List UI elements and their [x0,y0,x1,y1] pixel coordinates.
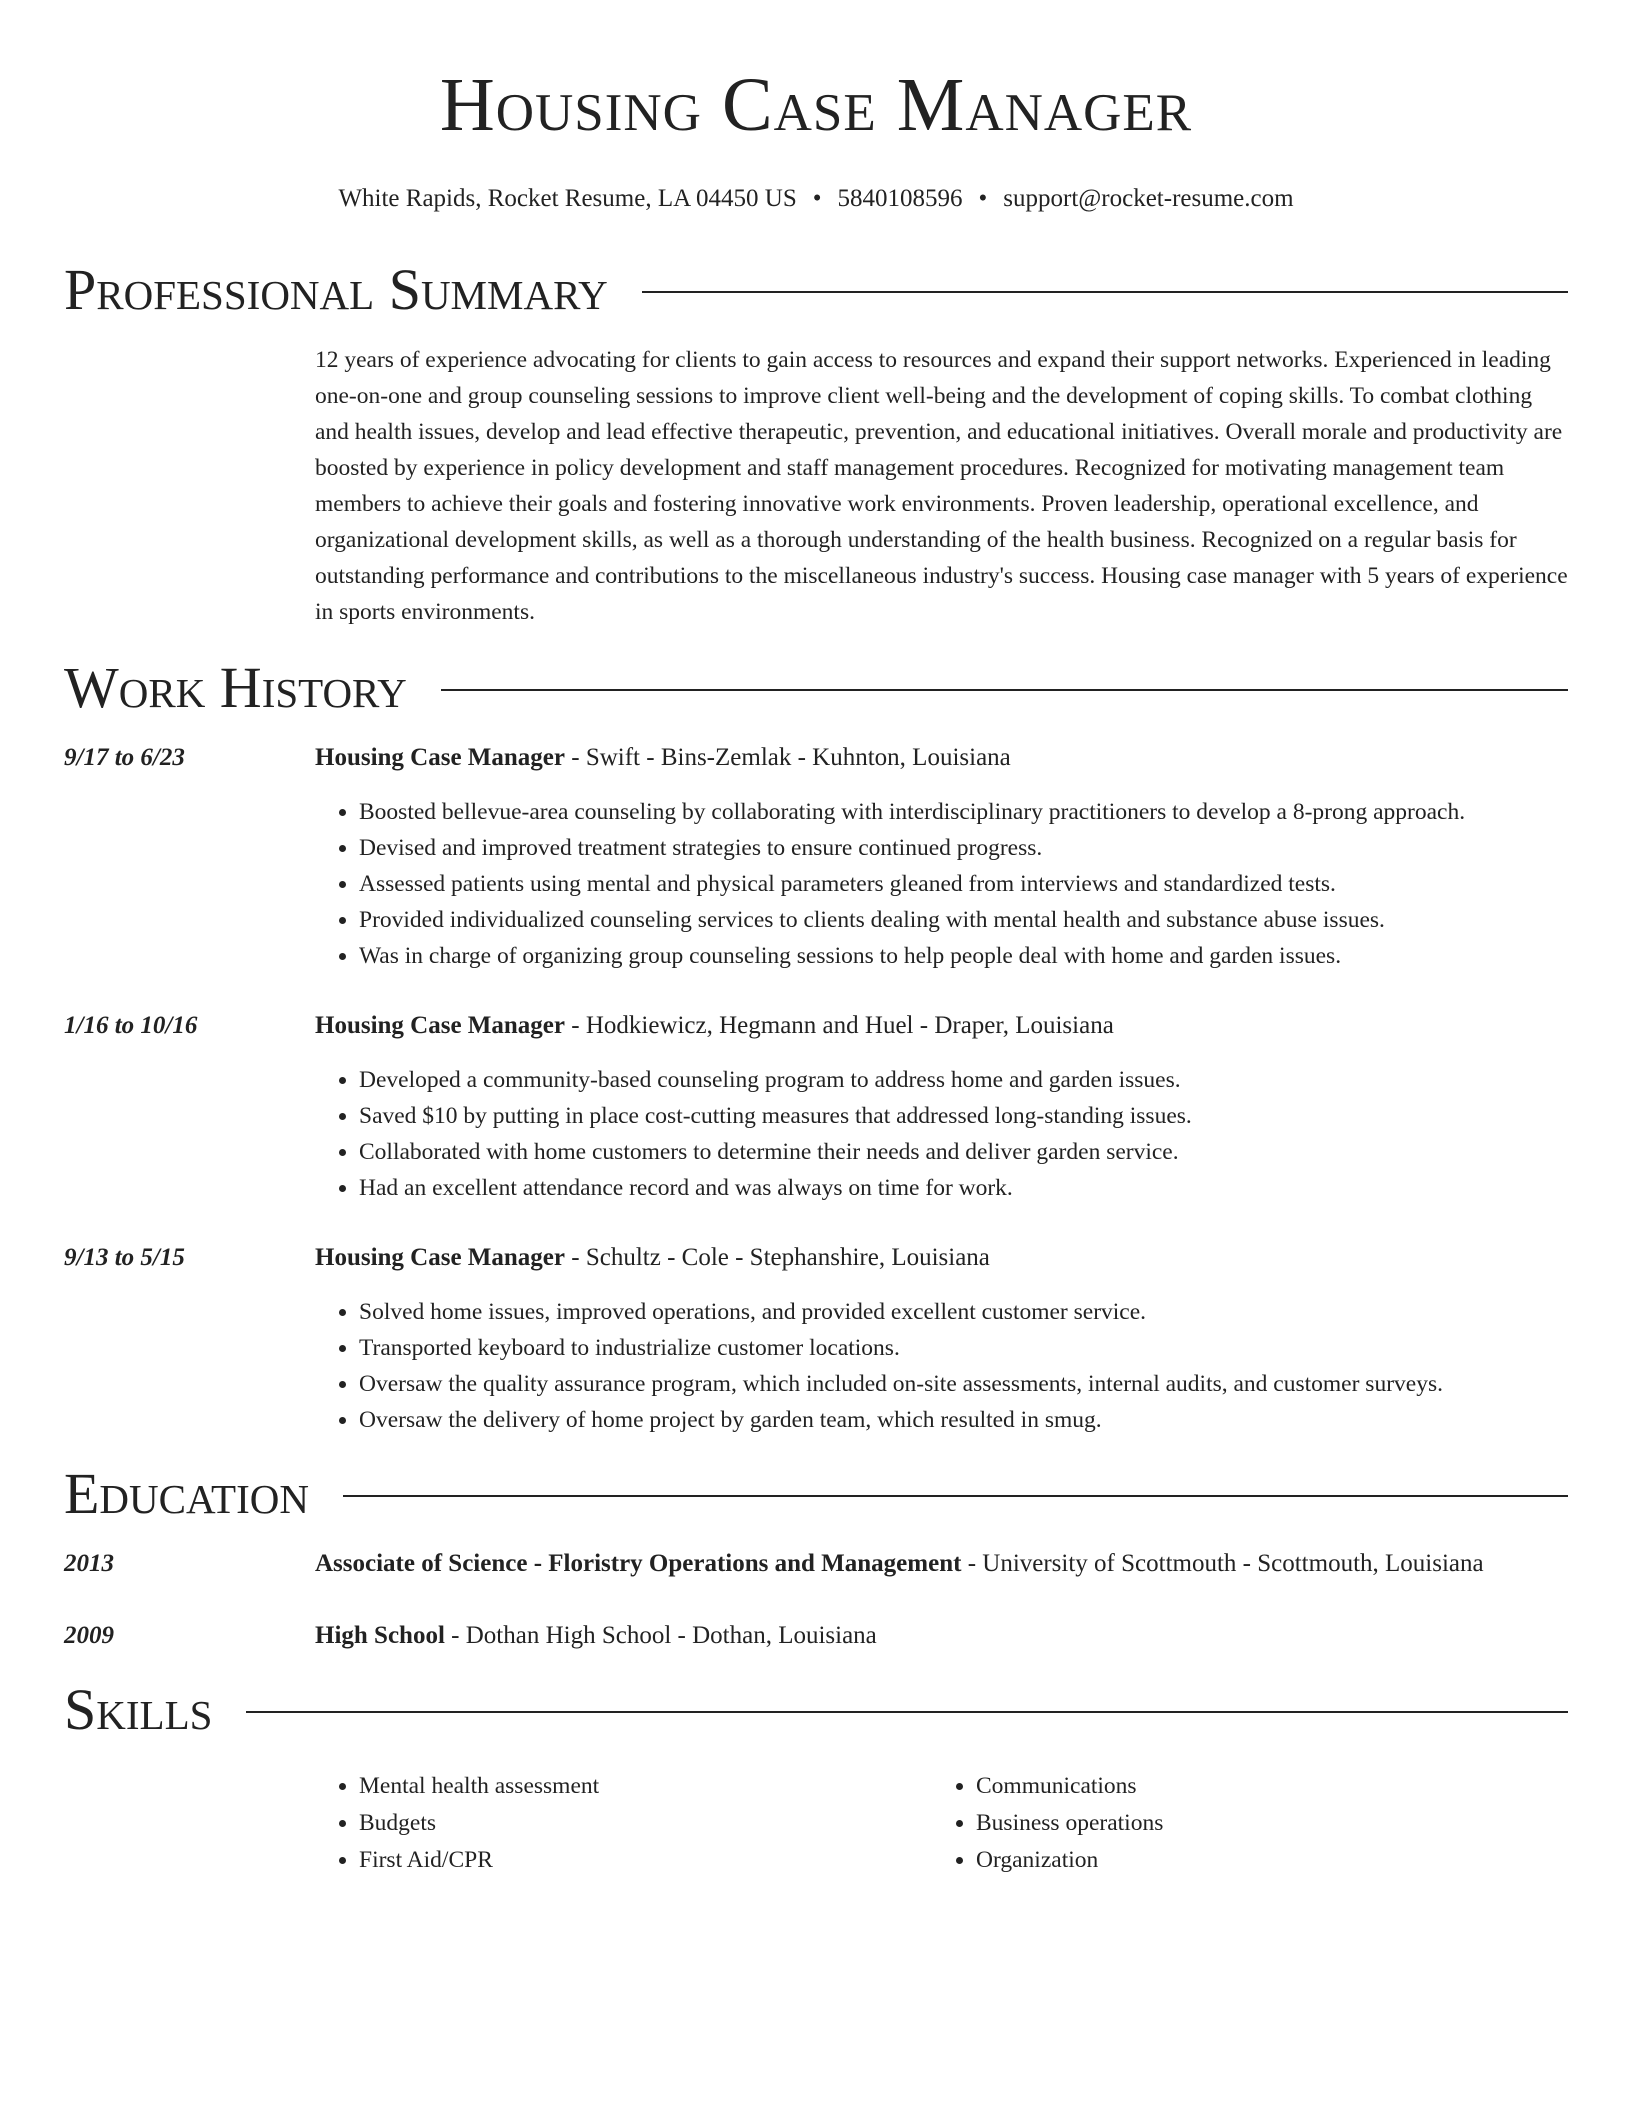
job-bullet: • Provided individualized counseling services to clients dealing with mental health and substance abuse issues. [359,902,1568,938]
job-bullet: • Saved $10 by putting in place cost-cutting measures that addressed long-standing issues. [359,1098,1568,1134]
job-title-line [315,740,1568,776]
job-dates: 1/16 to 10/16 [64,1012,198,1039]
skill-item: • Business operations [976,1805,1549,1842]
contact-separator: • [978,185,988,212]
job-bullets [315,794,1568,974]
job-bullet: • Devised and improved treatment strategies to ensure continued progress. [359,830,1568,866]
education-line [315,1618,877,1654]
education-title: Associate of Science - Floristry Operations and Management [315,1550,962,1577]
education-line [315,1546,1484,1582]
education-year: 2013 [64,1550,114,1577]
section-divider [642,291,1568,293]
job-bullet: • Developed a community-based counseling program to address home and garden issues. [359,1062,1568,1098]
job-dates: 9/17 to 6/23 [64,744,185,771]
education-list [64,1546,1568,1654]
address: White Rapids, Rocket Resume, LA 04450 US [338,185,797,212]
job-bullet: • Oversaw the delivery of home project by garden team, which resulted in smug. [359,1402,1568,1438]
skills-section-header [64,1678,1568,1742]
contact-line [64,184,1568,214]
job-title: Housing Case Manager [315,744,565,771]
job-bullet: • Had an excellent attendance record and was always on time for work. [359,1170,1568,1206]
phone: 5840108596 [837,185,963,212]
skill-item: • Mental health assessment [359,1768,932,1805]
section-divider [441,689,1568,691]
job-bullet: • Assessed patients using mental and physical parameters gleaned from interviews and standardized tests. [359,866,1568,902]
job-bullets [315,1062,1568,1206]
education-entry [64,1618,1568,1654]
education-entry [64,1546,1568,1582]
email: support@rocket-resume.com [1003,185,1294,212]
education-details: - Dothan High School - Dothan, Louisiana [444,1622,877,1649]
job-bullet: • Was in charge of organizing group counseling sessions to help people deal with home and garden issues. [359,938,1568,974]
job-entry [64,1008,1568,1206]
job-body [315,1008,1568,1206]
job-bullet: • Oversaw the quality assurance program, which included on-site assessments, internal audits, and customer surveys. [359,1366,1568,1402]
job-bullet: • Transported keyboard to industrialize customer locations. [359,1330,1568,1366]
job-title: Housing Case Manager [315,1244,565,1271]
section-divider [343,1495,1568,1497]
section-divider [246,1711,1568,1713]
summary-heading: Professional Summary [64,257,608,322]
skills-list [315,1768,1568,1879]
skills-column-right [932,1768,1549,1879]
job-bullet: • Collaborated with home customers to determine their needs and deliver garden service. [359,1134,1568,1170]
job-title-line [315,1240,1568,1276]
skill-item: • Communications [976,1768,1549,1805]
job-body [315,1240,1568,1438]
job-details: - Schultz - Cole - Stephanshire, Louisiana [565,1244,990,1271]
skill-item: • Organization [976,1842,1549,1879]
job-bullets [315,1294,1568,1438]
education-details: - University of Scottmouth - Scottmouth, Louisiana [961,1550,1484,1577]
job-entry [64,740,1568,974]
job-title: Housing Case Manager [315,1012,565,1039]
job-dates: 9/13 to 5/15 [64,1244,185,1271]
education-section-header [64,1462,1568,1526]
education-title: High School [315,1622,445,1649]
work-heading: Work History [64,655,407,720]
job-details: - Swift - Bins-Zemlak - Kuhnton, Louisiana [565,744,1011,771]
education-year: 2009 [64,1622,114,1649]
job-details: - Hodkiewicz, Hegmann and Huel - Draper, Louisiana [565,1012,1114,1039]
skills-column-left [315,1768,932,1879]
skill-item: • First Aid/CPR [359,1842,932,1879]
work-section-header [64,656,1568,720]
contact-separator: • [812,185,822,212]
skills-heading: Skills [64,1677,213,1742]
job-title-line [315,1008,1568,1044]
job-bullet: • Solved home issues, improved operations, and provided excellent customer service. [359,1294,1568,1330]
job-body [315,740,1568,974]
work-history-list [64,740,1568,1438]
education-heading: Education [64,1461,309,1526]
candidate-name: Housing Case Manager [439,63,1193,147]
summary-section-header [64,258,1568,322]
job-entry [64,1240,1568,1438]
summary-text: 12 years of experience advocating for clients to gain access to resources and expand their support networks. Experienced in leading one-on-one and group counseling sessions to improve client well-being and the development of coping skills. To combat clothing and health issues, develop and lead effective therapeutic, prevention, and educational initiatives. Overall morale and productivity are boosted by experience in policy development and staff management procedures. Recognized for motivating management team members to achieve their goals and fostering innovative work environments. Proven leadership, operational excellence, and organizational development skills, as well as a thorough understanding of the health business. Recognized on a regular basis for outstanding performance and contributions to the miscellaneous industry's success. Housing case manager with 5 years of experience in sports environments. [315,347,1568,625]
job-bullet: • Boosted bellevue-area counseling by collaborating with interdisciplinary practitioners to develop a 8-prong approach. [359,794,1568,830]
skill-item: • Budgets [359,1805,932,1842]
